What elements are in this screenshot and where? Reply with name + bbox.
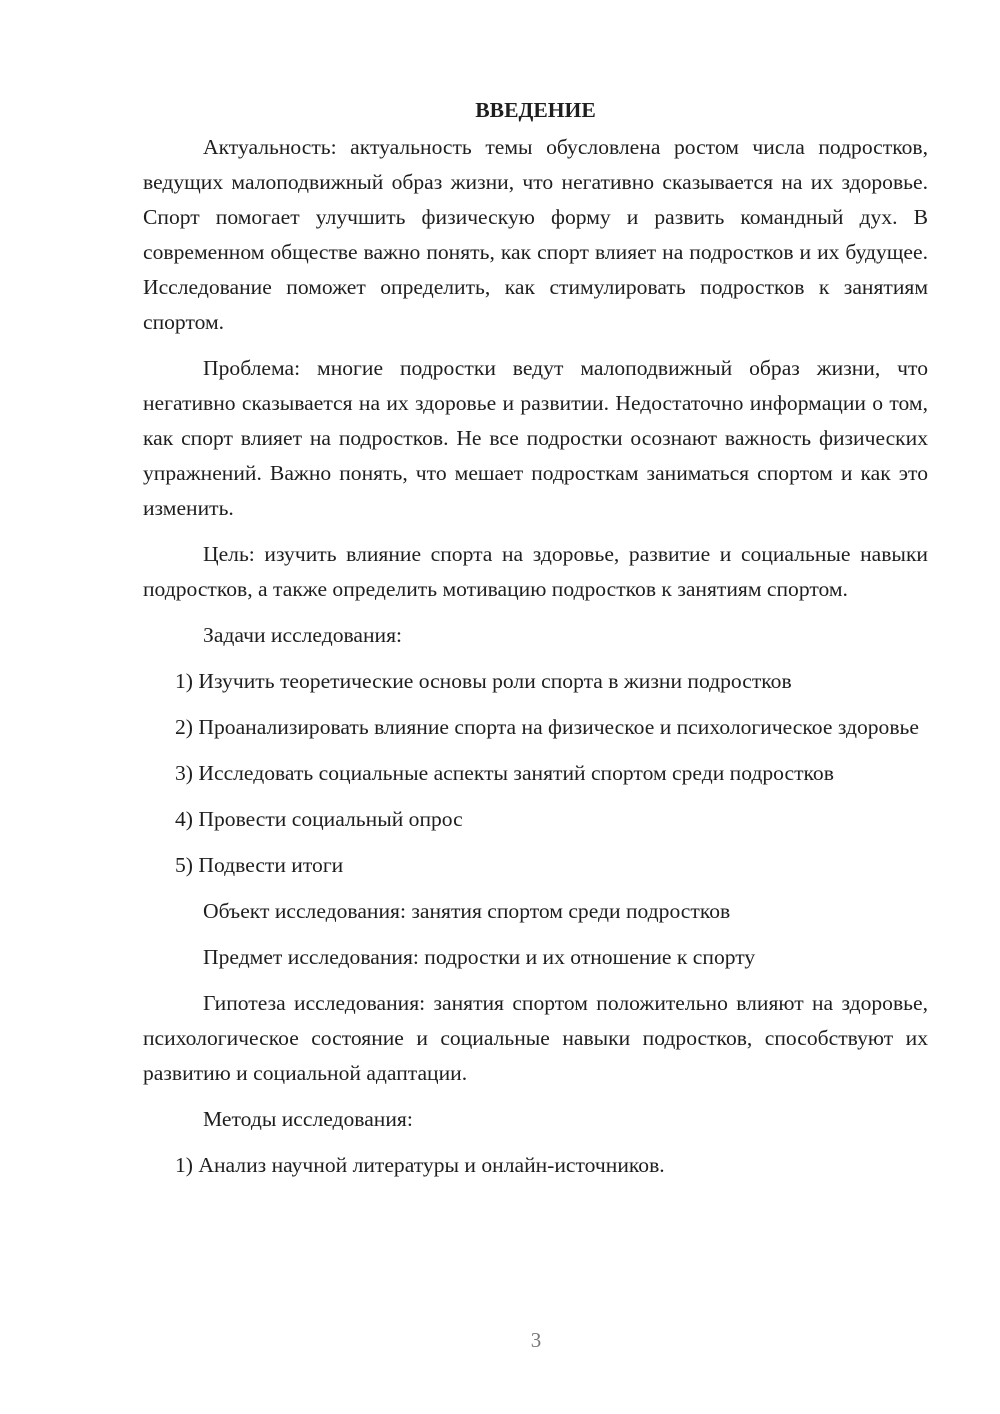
relevance-paragraph: Актуальность: актуальность темы обусловлена ростом числа подростков, ведущих малоподвижный образ жизни, что негативно сказывается на их здоровье. Спорт помогает улучшить физическую форму и развить командный дух. В современном обществе важно понять, как спорт влияет на подростков и их будущее. Исследование поможет определить, как стимулировать подростков к занятиям спортом. bbox=[143, 135, 928, 334]
object-line: Объект исследования: занятия спортом среди подростков bbox=[203, 899, 731, 923]
goal-paragraph: Цель: изучить влияние спорта на здоровье, развитие и социальные навыки подростков, а также определить мотивацию подростков к занятиям спортом. bbox=[143, 542, 928, 601]
problem-paragraph: Проблема: многие подростки ведут малоподвижный образ жизни, что негативно сказывается на их здоровье и развитии. Недостаточно информации о том, как спорт влияет на подростков. Не все подростки осознают важность физических упражнений. Важно понять, что мешает подросткам заниматься спортом и как это изменить. bbox=[143, 356, 928, 520]
page-title: ВВЕДЕНИЕ bbox=[475, 98, 596, 122]
task-item-2: 2) Проанализировать влияние спорта на физическое и психологическое здоровье bbox=[175, 715, 919, 739]
subject-line: Предмет исследования: подростки и их отношение к спорту bbox=[203, 945, 756, 969]
page-number: 3 bbox=[530, 1328, 542, 1352]
task-item-5: 5) Подвести итоги bbox=[175, 853, 344, 877]
task-item-1: 1) Изучить теоретические основы роли спорта в жизни подростков bbox=[175, 669, 792, 693]
tasks-heading: Задачи исследования: bbox=[203, 623, 403, 647]
task-item-3: 3) Исследовать социальные аспекты занятий спортом среди подростков bbox=[175, 761, 834, 785]
task-item-4: 4) Провести социальный опрос bbox=[175, 807, 463, 831]
methods-heading: Методы исследования: bbox=[203, 1107, 413, 1131]
document-page bbox=[143, 92, 928, 1183]
method-item-1: 1) Анализ научной литературы и онлайн-источников. bbox=[175, 1153, 665, 1177]
hypothesis-paragraph: Гипотеза исследования: занятия спортом положительно влияют на здоровье, психологическое состояние и социальные навыки подростков, способствуют их развитию и социальной адаптации. bbox=[143, 991, 928, 1085]
